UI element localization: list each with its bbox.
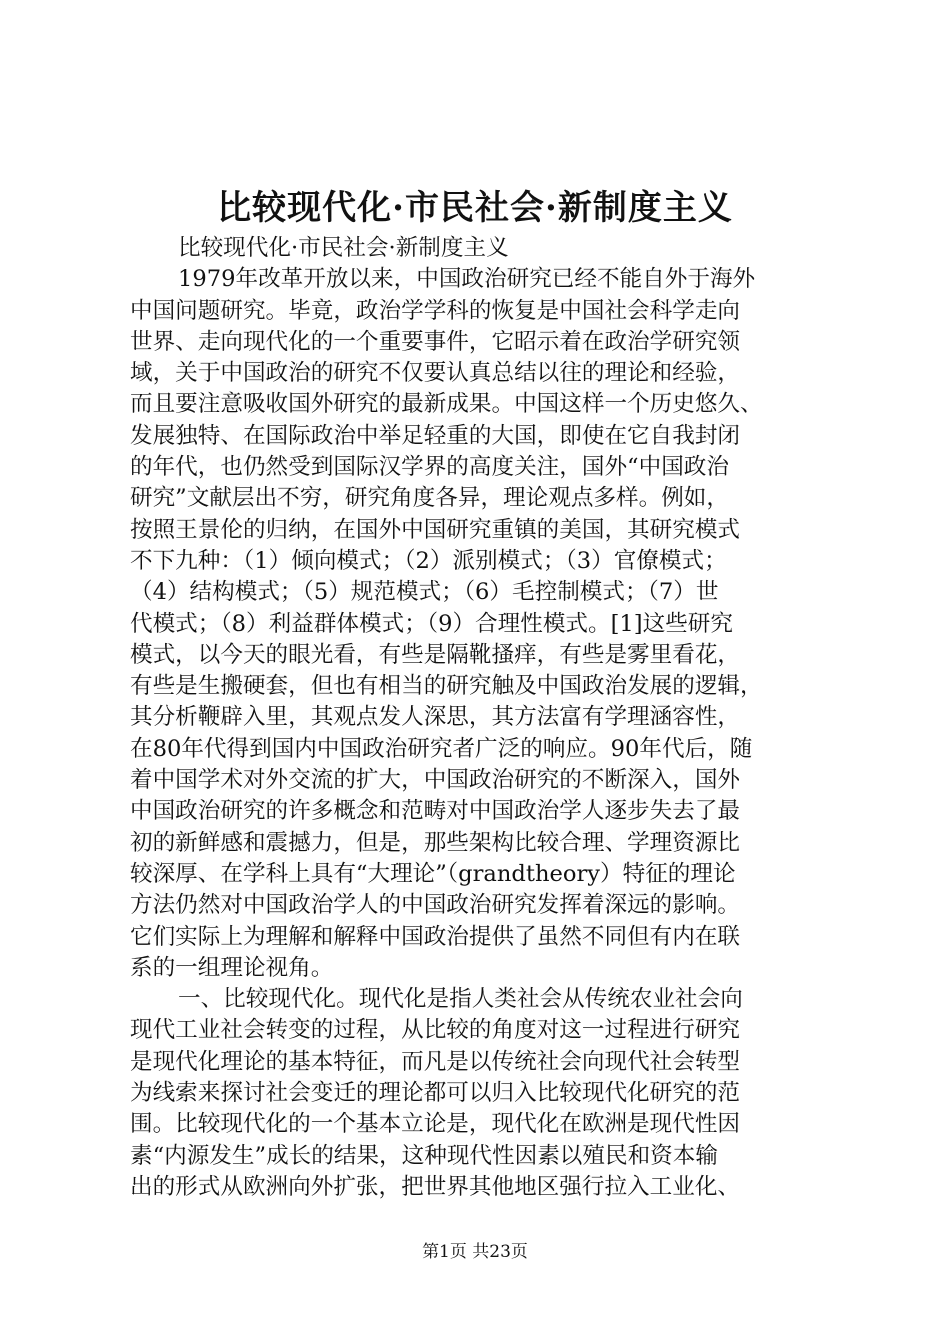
body-line: 世界、走向现代化的一个重要事件，它昭示着在政治学研究领	[130, 328, 741, 355]
body-line: 初的新鲜感和震撼力，但是，那些架构比较合理、学理资源比	[130, 829, 741, 856]
body-line: 有些是生搬硬套，但也有相当的研究触及中国政治发展的逻辑，	[130, 673, 763, 700]
body-line: 系的一组理论视角。	[130, 954, 334, 981]
body-line: 研究”文献层出不穷，研究角度各异，理论观点多样。例如，	[130, 485, 729, 512]
body-line: 方法仍然对中国政治学人的中国政治研究发挥着深远的影响。	[130, 892, 741, 919]
body-line: 域，关于中国政治的研究不仅要认真总结以往的理论和经验，	[130, 360, 741, 387]
body-line: 是现代化理论的基本特征，而凡是以传统社会向现代社会转型	[130, 1048, 741, 1075]
body-line: 围。比较现代化的一个基本立论是，现代化在欧洲是现代性因	[130, 1111, 741, 1138]
body-line: （4）结构模式；（5）规范模式；（6）毛控制模式；（7）世	[130, 579, 719, 606]
body-line: 而且要注意吸收国外研究的最新成果。中国这样一个历史悠久、	[130, 391, 763, 418]
body-line: 较深厚、在学科上具有“大理论”（grandtheory）特征的理论	[130, 860, 736, 887]
body-line: 为线索来探讨社会变迁的理论都可以归入比较现代化研究的范	[130, 1080, 741, 1107]
body-line: 的年代，也仍然受到国际汉学界的高度关注，国外“中国政治	[130, 454, 729, 481]
body-line: 其分析鞭辟入里，其观点发人深思，其方法富有学理涵容性，	[130, 704, 741, 731]
body-line: 素“内源发生”成长的结果，这种现代性因素以殖民和资本输	[130, 1142, 718, 1169]
body-line: 1979年改革开放以来，中国政治研究已经不能自外于海外	[178, 266, 756, 293]
document-body	[130, 233, 830, 1203]
body-line: 模式，以今天的眼光看，有些是隔靴搔痒，有些是雾里看花，	[130, 641, 741, 668]
body-line: 现代工业社会转变的过程，从比较的角度对这一过程进行研究	[130, 1017, 741, 1044]
document-title: 比较现代化·市民社会·新制度主义	[217, 188, 733, 228]
body-line: 在80年代得到国内中国政治研究者广泛的响应。90年代后，随	[130, 735, 753, 762]
body-line: 不下九种：（1）倾向模式；（2）派别模式；（3）官僚模式；	[130, 547, 727, 574]
body-line: 代模式；（8）利益群体模式；（9）合理性模式。[1]这些研究	[130, 610, 733, 637]
body-line: 一、比较现代化。现代化是指人类社会从传统农业社会向	[178, 986, 743, 1013]
body-line: 按照王景伦的归纳，在国外中国研究重镇的美国，其研究模式	[130, 516, 741, 543]
body-line: 发展独特、在国际政治中举足轻重的大国，即使在它自我封闭	[130, 422, 741, 449]
body-line: 着中国学术对外交流的扩大，中国政治研究的不断深入，国外	[130, 767, 741, 794]
body-line: 中国政治研究的许多概念和范畴对中国政治学人逐步失去了最	[130, 798, 741, 825]
body-line: 它们实际上为理解和解释中国政治提供了虽然不同但有内在联	[130, 923, 741, 950]
page-number-footer: 第1页 共23页	[422, 1242, 528, 1262]
body-line: 比较现代化·市民社会·新制度主义	[178, 235, 509, 261]
body-line: 出的形式从欧洲向外扩张，把世界其他地区强行拉入工业化、	[130, 1173, 741, 1200]
body-line: 中国问题研究。毕竟，政治学学科的恢复是中国社会科学走向	[130, 297, 741, 324]
